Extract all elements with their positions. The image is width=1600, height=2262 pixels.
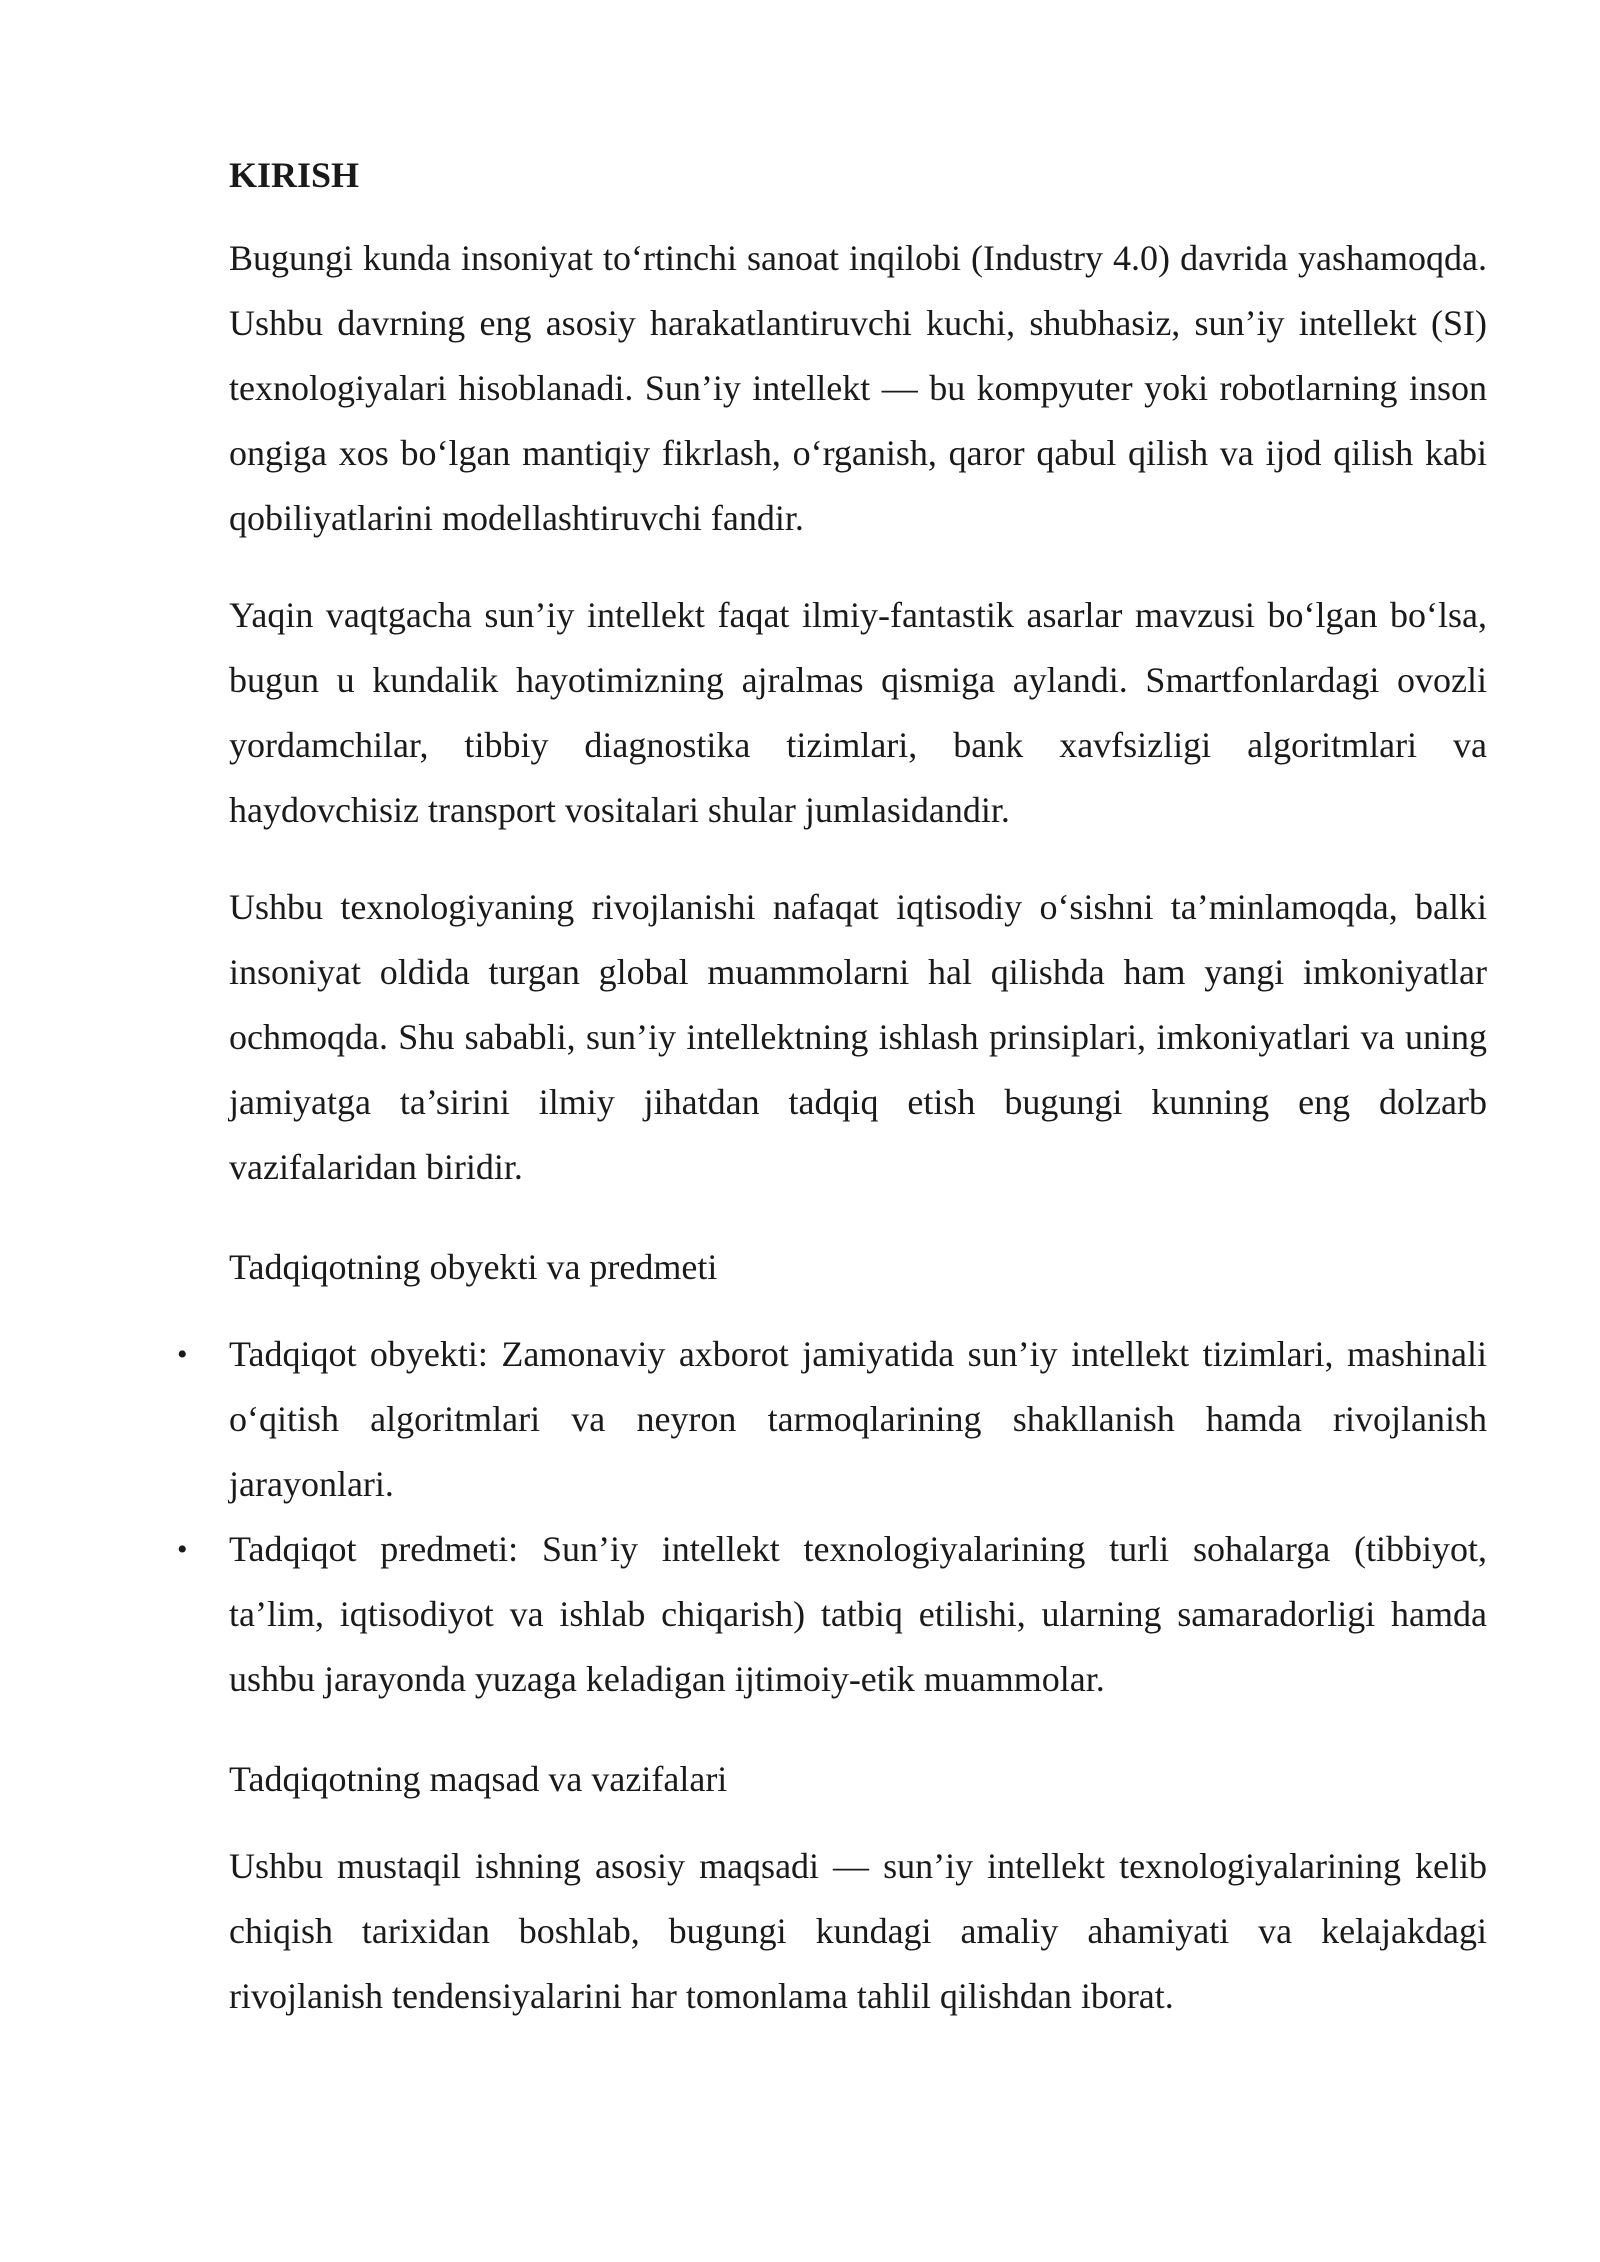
bullet-item: [177, 1322, 1487, 1517]
paragraph: Bugungi kunda insoniyat to‘rtinchi sanoat inqilobi (Industry 4.0) davrida yashamoqda. Ushbu davrning eng asosiy harakatlantiruvchi kuchi, shubhasiz, sun’iy intellekt (SI) texnologiyalari hisoblanadi. Sun’iy intellekt — bu kompyuter yoki robotlarning inson ongiga xos bo‘lgan mantiqiy fikrlash, o‘rganish, qaror qabul qilish va ijod qilish kabi qobiliyatlarini modellashtiruvchi fandir.: [229, 238, 1487, 538]
bullet-item: [177, 1517, 1487, 1712]
bullet-list: [177, 1322, 1487, 1712]
bullet-icon: •: [177, 1338, 188, 1371]
section-heading: KIRISH: [229, 155, 360, 195]
bullet-text: Tadqiqot obyekti: Zamonaviy axborot jamiyatida sun’iy intellekt tizimlari, mashinali o‘qitish algoritmlari va neyron tarmoqlarining shakllanish hamda rivojlanish jarayonlari.: [229, 1334, 1487, 1504]
subheading-goals-tasks: Tadqiqotning maqsad va vazifalari: [229, 1759, 728, 1799]
paragraph: Ushbu texnologiyaning rivojlanishi nafaqat iqtisodiy o‘sishni ta’minlamoqda, balki insoniyat oldida turgan global muammolarni hal qilishda ham yangi imkoniyatlar ochmoqda. Shu sababli, sun’iy intellektning ishlash prinsiplari, imkoniyatlari va uning jamiyatga ta’sirini ilmiy jihatdan tadqiq etish bugungi kunning eng dolzarb vazifalaridan biridir.: [229, 887, 1487, 1187]
paragraph: Ushbu mustaqil ishning asosiy maqsadi — sun’iy intellekt texnologiyalarining kelib chiqish tarixidan boshlab, bugungi kundagi amaliy ahamiyati va kelajakdagi rivojlanish tendensiyalarini har tomonlama tahlil qilishdan iborat.: [229, 1846, 1487, 2016]
paragraph: Yaqin vaqtgacha sun’iy intellekt faqat ilmiy-fantastik asarlar mavzusi bo‘lgan bo‘lsa, bugun u kundalik hayotimizning ajralmas qismiga aylandi. Smartfonlardagi ovozli yordamchilar, tibbiy diagnostika tizimlari, bank xavfsizligi algoritmlari va haydovchisiz transport vositalari shular jumlasidandir.: [229, 595, 1487, 830]
document-page: [177, 148, 1487, 2061]
bullet-icon: •: [177, 1533, 188, 1566]
subheading-object-subject: Tadqiqotning obyekti va predmeti: [229, 1247, 718, 1287]
bullet-text: Tadqiqot predmeti: Sun’iy intellekt texnologiyalarining turli sohalarga (tibbiyot, ta’lim, iqtisodiyot va ishlab chiqarish) tatbiq etilishi, ularning samaradorligi hamda ushbu jarayonda yuzaga keladigan ijtimoiy-etik muammolar.: [229, 1529, 1487, 1699]
